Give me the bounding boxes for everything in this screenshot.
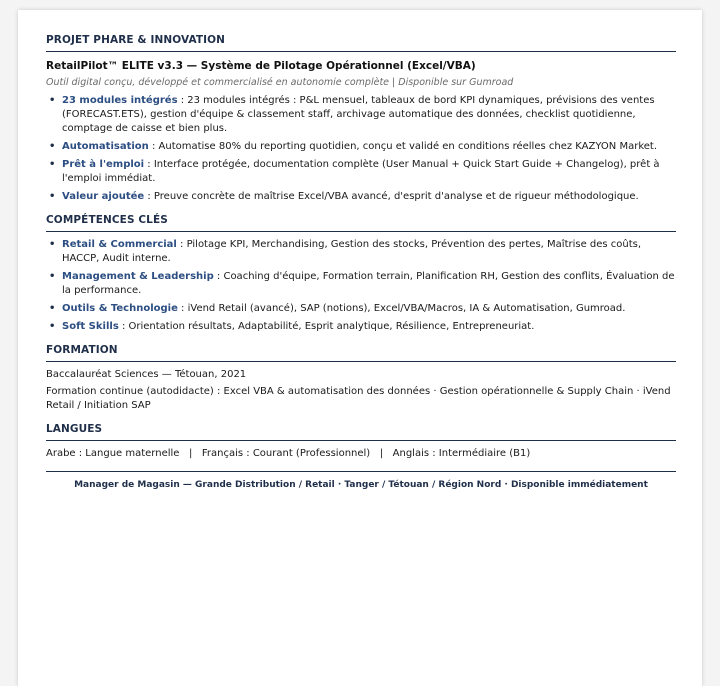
bullet-label: 23 modules intégrés bbox=[62, 95, 178, 106]
list-item bbox=[46, 302, 676, 316]
section-title-langues: LANGUES bbox=[46, 423, 103, 435]
footer-divider bbox=[46, 471, 676, 472]
competences-bullets bbox=[46, 238, 676, 334]
section-formation bbox=[46, 344, 676, 413]
bullet-label: Management & Leadership bbox=[62, 271, 214, 282]
list-item bbox=[46, 320, 676, 334]
section-title-competences: COMPÉTENCES CLÉS bbox=[46, 214, 168, 226]
bullet-text: : Pilotage KPI, Merchandising, Gestion des stocks, Prévention des pertes, Maîtrise des coûts, HACCP, Audit interne. bbox=[62, 239, 642, 264]
bullet-text: : Automatise 80% du reporting quotidien, conçu et validé en conditions réelles chez KAZYON Market. bbox=[148, 141, 658, 152]
cv-content bbox=[46, 34, 676, 490]
bullet-text: : Interface protégée, documentation complète (User Manual + Quick Start Guide + Changelog), prêt à l'emploi immédiat. bbox=[62, 159, 660, 184]
bullet-label: Automatisation bbox=[62, 141, 149, 152]
section-title-projet: PROJET PHARE & INNOVATION bbox=[46, 34, 226, 46]
section-divider bbox=[46, 231, 676, 232]
bullet-text: : Orientation résultats, Adaptabilité, Esprit analytique, Résilience, Entrepreneuriat. bbox=[118, 321, 535, 332]
bullet-text: : iVend Retail (avancé), SAP (notions), Excel/VBA/Macros, IA & Automatisation, Gumroad. bbox=[177, 303, 626, 314]
project-title: RetailPilot™ ELITE v3.3 — Système de Pilotage Opérationnel (Excel/VBA) bbox=[46, 60, 476, 72]
section-title-formation: FORMATION bbox=[46, 344, 118, 356]
langues-line: Arabe : Langue maternelle | Français : Courant (Professionnel) | Anglais : Intermédiaire (B1) bbox=[46, 448, 531, 459]
list-item bbox=[46, 270, 676, 298]
bullet-label: Prêt à l'emploi bbox=[62, 159, 145, 170]
bullet-label: Outils & Technologie bbox=[62, 303, 178, 314]
document-page bbox=[18, 10, 702, 686]
bullet-label: Valeur ajoutée bbox=[62, 191, 145, 202]
bullet-label: Soft Skills bbox=[62, 321, 119, 332]
bullet-text: : Coaching d'équipe, Formation terrain, Planification RH, Gestion des conflits, Évaluation de la performance. bbox=[62, 271, 675, 296]
formation-degree: Baccalauréat Sciences — Tétouan, 2021 bbox=[46, 369, 247, 380]
formation-continue: Formation continue (autodidacte) : Excel VBA & automatisation des données · Gestion opérationnelle & Supply Chain · iVend Retail / Initiation SAP bbox=[46, 386, 671, 411]
section-divider bbox=[46, 51, 676, 52]
list-item bbox=[46, 190, 676, 204]
section-divider bbox=[46, 440, 676, 441]
bullet-text: : 23 modules intégrés : P&L mensuel, tableaux de bord KPI dynamiques, prévisions des ventes (FORECAST.ETS), gestion d'équipe & classement staff, archivage automatique des données, checklist quotidienne, comptage de caisse et bien plus. bbox=[62, 95, 655, 134]
section-competences bbox=[46, 214, 676, 334]
project-subtitle: Outil digital conçu, développé et commercialisé en autonomie complète | Disponible sur Gumroad bbox=[46, 77, 514, 88]
project-bullets bbox=[46, 94, 676, 204]
list-item bbox=[46, 140, 676, 154]
footer-tagline: Manager de Magasin — Grande Distribution / Retail · Tanger / Tétouan / Région Nord · Disponible immédiatement bbox=[74, 480, 648, 490]
section-langues bbox=[46, 423, 676, 461]
section-projet bbox=[46, 34, 676, 204]
bullet-label: Retail & Commercial bbox=[62, 239, 177, 250]
list-item bbox=[46, 238, 676, 266]
bullet-text: : Preuve concrète de maîtrise Excel/VBA avancé, d'esprit d'analyse et de rigueur méthodologique. bbox=[144, 191, 639, 202]
list-item bbox=[46, 158, 676, 186]
section-divider bbox=[46, 361, 676, 362]
list-item bbox=[46, 94, 676, 136]
